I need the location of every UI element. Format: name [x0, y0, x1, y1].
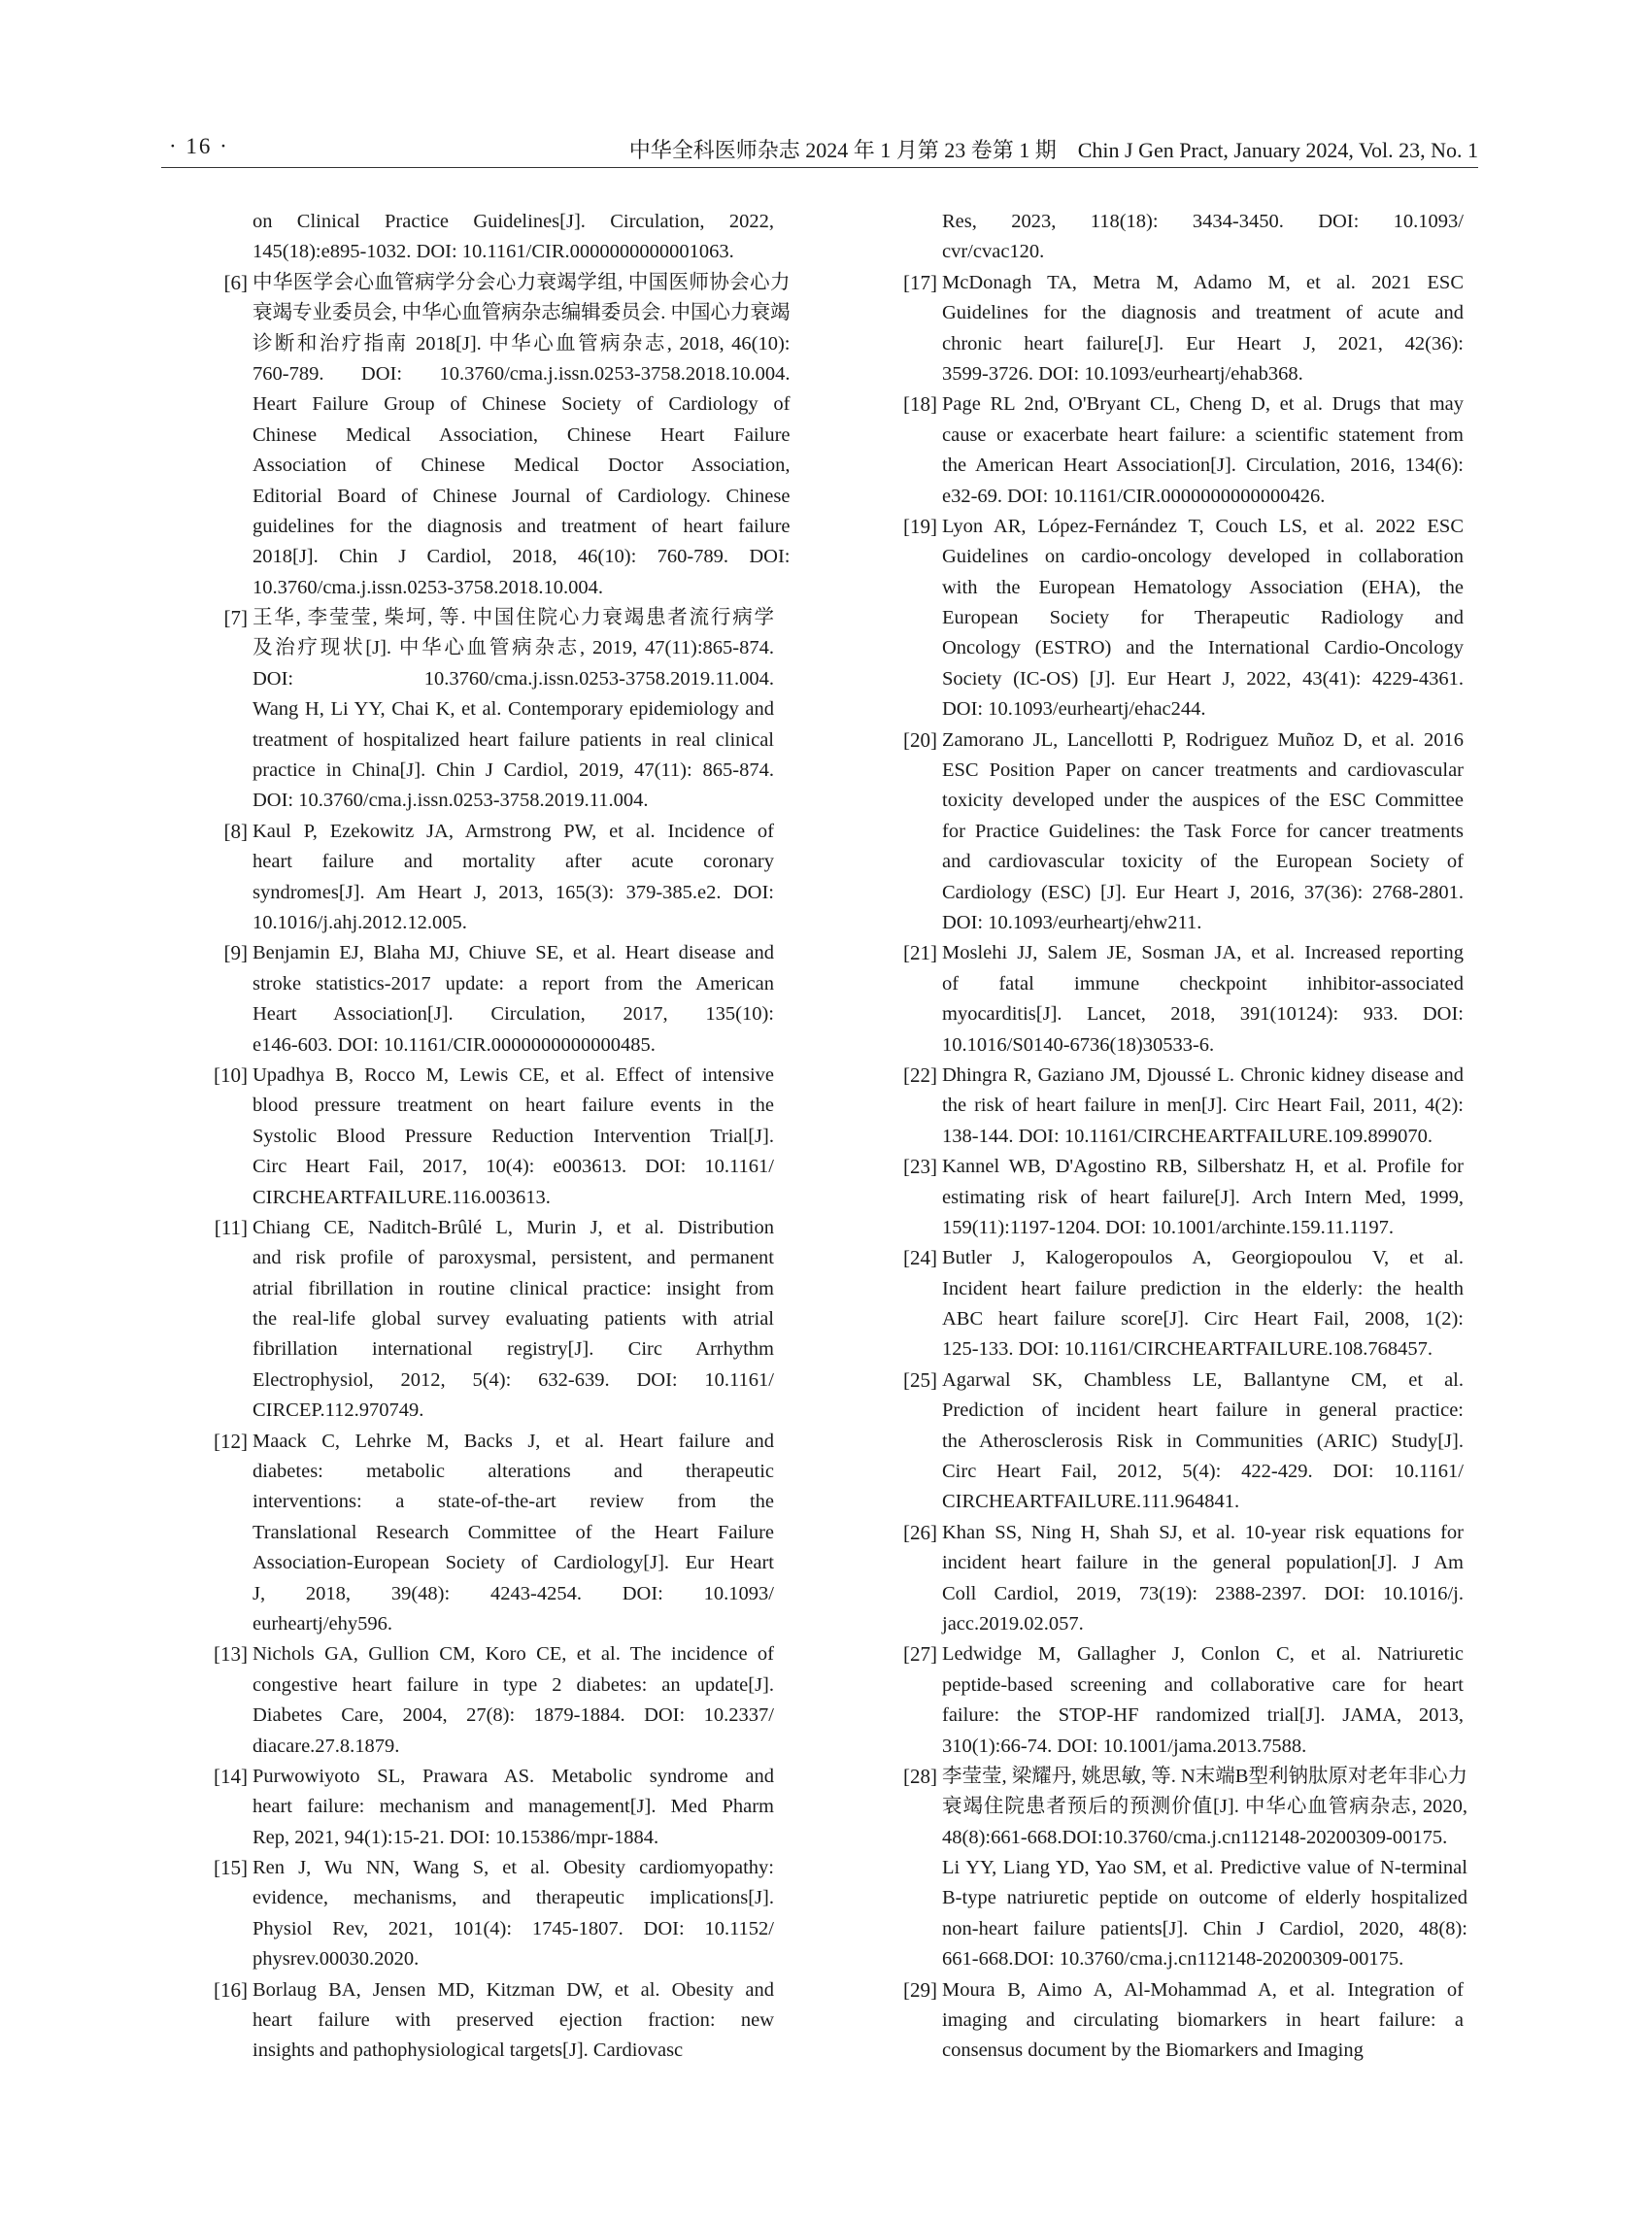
reference-line: with the European Hematology Association (EHA), the	[942, 576, 1464, 598]
reference-number: [6]	[223, 270, 248, 294]
reference-entry	[180, 207, 774, 268]
reference-line: jacc.2019.02.057.	[942, 1612, 1084, 1635]
reference-line: Borlaug BA, Jensen MD, Kitzman DW, et al. Obesity and	[253, 1978, 774, 2001]
reference-line: peptide-based screening and collaborative care for heart	[942, 1673, 1464, 1696]
reference-entry	[869, 207, 1464, 268]
reference-entry	[869, 1762, 1467, 1975]
reference-text	[942, 1639, 1464, 1762]
reference-text	[253, 938, 774, 1061]
reference-line: Li YY, Liang YD, Yao SM, et al. Predictive value of N-terminal	[942, 1857, 1467, 1879]
reference-entry	[180, 1762, 774, 1853]
reference-entry	[180, 1853, 774, 1975]
reference-line: Wang H, Li YY, Chai K, et al. Contemporary epidemiology and	[253, 698, 774, 721]
reference-line: Prediction of incident heart failure in general practice:	[942, 1399, 1464, 1422]
reference-line: chronic heart failure[J]. Eur Heart J, 2021, 42(36):	[942, 332, 1464, 354]
reference-entry	[869, 1975, 1464, 2067]
reference-line: Diabetes Care, 2004, 27(8): 1879-1884. DOI: 10.2337/	[253, 1704, 774, 1727]
reference-entry	[180, 1213, 774, 1427]
reference-number: [22]	[903, 1062, 937, 1087]
reference-entry	[869, 1243, 1464, 1365]
reference-line: Editorial Board of Chinese Journal of Cardiology. Chinese	[253, 485, 791, 507]
reference-line: e146-603. DOI: 10.1161/CIR.0000000000000485.	[253, 1033, 656, 1056]
reference-text	[942, 1975, 1464, 2067]
reference-line: Purwowiyoto SL, Prawara AS. Metabolic syndrome and	[253, 1765, 774, 1787]
reference-line: incident heart failure in the general population[J]. J Am	[942, 1552, 1464, 1574]
reference-line: Res, 2023, 118(18): 3434-3450. DOI: 10.1093/	[942, 211, 1464, 232]
reference-line: 2018[J]. Chin J Cardiol, 2018, 46(10): 760-789. DOI:	[253, 546, 791, 568]
reference-line: 10.1016/S0140-6736(18)30533-6.	[942, 1033, 1215, 1056]
reference-number: [28]	[903, 1764, 937, 1788]
reference-line: 310(1):66-74. DOI: 10.1001/jama.2013.7588.	[942, 1735, 1307, 1757]
reference-line: Nichols GA, Gullion CM, Koro CE, et al. The incidence of	[253, 1643, 774, 1666]
reference-line: 760-789. DOI: 10.3760/cma.j.issn.0253-3758.2018.10.004.	[253, 362, 791, 385]
reference-number: [20]	[903, 727, 937, 752]
reference-line: Moura B, Aimo A, Al-Mohammad A, et al. Integration of	[942, 1978, 1464, 2001]
reference-line: the American Heart Association[J]. Circulation, 2016, 134(6):	[942, 455, 1464, 477]
reference-column-left	[180, 207, 791, 2067]
reference-number: [11]	[214, 1215, 248, 1239]
reference-line: Khan SS, Ning H, Shah SJ, et al. 10-year risk equations for	[942, 1521, 1464, 1543]
reference-line: of fatal immune checkpoint inhibitor-associated	[942, 972, 1464, 995]
reference-line: 衰竭专业委员会, 中华心血管病杂志编辑委员会. 中国心力衰竭	[253, 302, 791, 324]
reference-line: practice in China[J]. Chin J Cardiol, 2019, 47(11): 865-874.	[253, 759, 774, 782]
reference-line: Kaul P, Ezekowitz JA, Armstrong PW, et al. Incidence of	[253, 820, 774, 842]
reference-line: Ren J, Wu NN, Wang S, et al. Obesity cardiomyopathy:	[253, 1857, 774, 1879]
reference-line: cvr/cvac120.	[942, 241, 1045, 263]
reference-line: CIRCEP.112.970749.	[253, 1399, 424, 1422]
reference-line: 159(11):1197-1204. DOI: 10.1001/archinte.159.11.1197.	[942, 1216, 1394, 1238]
reference-line: Chinese Medical Association, Chinese Heart Failure	[253, 423, 791, 446]
reference-line: Physiol Rev, 2021, 101(4): 1745-1807. DOI: 10.1152/	[253, 1917, 774, 1939]
reference-text	[942, 1365, 1464, 1518]
reference-line: 王华, 李莹莹, 柴坷, 等. 中国住院心力衰竭患者流行病学	[253, 607, 774, 629]
reference-line: 48(8):661-668.DOI:10.3760/cma.j.cn112148-20200309-00175.	[942, 1826, 1448, 1848]
reference-line: DOI: 10.1093/eurheartj/ehw211.	[942, 911, 1202, 933]
reference-number: [23]	[903, 1155, 937, 1179]
reference-text	[942, 725, 1464, 939]
reference-text	[942, 1243, 1464, 1365]
reference-line: 10.1016/j.ahj.2012.12.005.	[253, 911, 467, 933]
reference-entry	[869, 1152, 1464, 1243]
reference-line: Moslehi JJ, Salem JE, Sosman JA, et al. Increased reporting	[942, 942, 1464, 964]
reference-line: estimating risk of heart failure[J]. Arch Intern Med, 1999,	[942, 1186, 1464, 1208]
reference-text	[942, 268, 1464, 390]
reference-entry	[869, 1061, 1464, 1152]
reference-line: Association of Chinese Medical Doctor Association,	[253, 455, 791, 477]
reference-line: Ledwidge M, Gallagher J, Conlon C, et al. Natriuretic	[942, 1643, 1464, 1666]
reference-line: DOI: 10.3760/cma.j.issn.0253-3758.2019.11.004.	[253, 790, 649, 812]
reference-column-right	[869, 207, 1467, 2067]
reference-line: and cardiovascular toxicity of the European Society of	[942, 851, 1464, 873]
reference-number	[180, 207, 253, 268]
reference-text	[253, 1427, 774, 1640]
reference-line: Heart Failure Group of Chinese Society of Cardiology of	[253, 393, 791, 416]
reference-entry	[180, 603, 774, 817]
reference-line: non-heart failure patients[J]. Chin J Cardiol, 2020, 48(8):	[942, 1917, 1467, 1939]
reference-line: European Society for Therapeutic Radiology and	[942, 607, 1464, 629]
reference-line: e32-69. DOI: 10.1161/CIR.0000000000000426.	[942, 485, 1326, 507]
reference-line: Translational Research Committee of the Heart Failure	[253, 1521, 774, 1543]
reference-text	[253, 268, 791, 603]
reference-line: Lyon AR, López-Fernández T, Couch LS, et al. 2022 ESC	[942, 515, 1464, 537]
reference-text	[942, 1762, 1467, 1975]
reference-line: Systolic Blood Pressure Reduction Intervention Trial[J].	[253, 1125, 774, 1147]
reference-text	[253, 1853, 774, 1975]
reference-line: on Clinical Practice Guidelines[J]. Circulation, 2022,	[253, 211, 774, 232]
reference-line: insights and pathophysiological targets[J]. Cardiovasc	[253, 2040, 684, 2062]
reference-entry	[869, 1639, 1464, 1762]
reference-line: CIRCHEARTFAILURE.111.964841.	[942, 1491, 1240, 1513]
reference-text	[253, 1975, 774, 2067]
reference-text	[942, 1152, 1464, 1243]
reference-number: [13]	[214, 1642, 248, 1667]
reference-line: the Atherosclerosis Risk in Communities (ARIC) Study[J].	[942, 1430, 1464, 1452]
reference-line: Chiang CE, Naditch-Brûlé L, Murin J, et al. Distribution	[253, 1216, 774, 1238]
reference-line: imaging and circulating biomarkers in heart failure: a	[942, 2009, 1464, 2032]
reference-line: 李莹莹, 梁耀丹, 姚思敏, 等. N末端B型利钠肽原对老年非心力	[942, 1765, 1467, 1787]
reference-entry	[180, 1427, 774, 1640]
reference-line: interventions: a state-of-the-art review from the	[253, 1491, 774, 1513]
reference-line: Dhingra R, Gaziano JM, Djoussé L. Chronic kidney disease and	[942, 1063, 1464, 1086]
reference-line: Zamorano JL, Lancellotti P, Rodriguez Muñoz D, et al. 2016	[942, 728, 1464, 751]
reference-entry	[180, 938, 774, 1061]
reference-line: consensus document by the Biomarkers and Imaging	[942, 2040, 1364, 2062]
reference-line: and risk profile of paroxysmal, persistent, and permanent	[253, 1247, 774, 1269]
reference-line: the real-life global survey evaluating patients with atrial	[253, 1308, 774, 1331]
reference-line: toxicity developed under the auspices of the ESC Committee	[942, 790, 1464, 812]
reference-line: ABC heart failure score[J]. Circ Heart Fail, 2008, 1(2):	[942, 1308, 1464, 1331]
reference-line: 衰竭住院患者预后的预测价值[J]. 中华心血管病杂志, 2020,	[942, 1796, 1467, 1818]
reference-line: Association-European Society of Cardiology[J]. Eur Heart	[253, 1552, 774, 1574]
reference-line: DOI: 10.1093/eurheartj/ehac244.	[942, 698, 1206, 721]
reference-text	[942, 938, 1464, 1061]
reference-line: Page RL 2nd, O'Bryant CL, Cheng D, et al. Drugs that may	[942, 393, 1464, 416]
reference-line: Coll Cardiol, 2019, 73(19): 2388-2397. DOI: 10.1016/j.	[942, 1582, 1464, 1604]
reference-line: DOI: 10.3760/cma.j.issn.0253-3758.2019.11.004.	[253, 667, 774, 690]
reference-line: Upadhya B, Rocco M, Lewis CE, et al. Effect of intensive	[253, 1063, 774, 1086]
reference-line: CIRCHEARTFAILURE.116.003613.	[253, 1186, 551, 1208]
reference-line: guidelines for the diagnosis and treatment of heart failure	[253, 515, 791, 537]
reference-number: [27]	[903, 1642, 937, 1667]
reference-number	[869, 207, 942, 268]
reference-line: blood pressure treatment on heart failure events in the	[253, 1095, 774, 1117]
reference-line: diabetes: metabolic alterations and therapeutic	[253, 1461, 774, 1483]
reference-entry	[869, 938, 1464, 1061]
reference-number: [14]	[214, 1764, 248, 1788]
reference-line: B-type natriuretic peptide on outcome of elderly hospitalized	[942, 1887, 1467, 1909]
reference-number: [10]	[214, 1062, 248, 1087]
journal-citation-header: 中华全科医师杂志 2024 年 1 月第 23 卷第 1 期 Chin J Gen Pract, January 2024, Vol. 23, No. 1	[628, 138, 1478, 162]
reference-line: Benjamin EJ, Blaha MJ, Chiuve SE, et al. Heart disease and	[253, 942, 774, 964]
reference-entry	[869, 725, 1464, 939]
reference-entry	[180, 1975, 774, 2067]
reference-line: Circ Heart Fail, 2012, 5(4): 422-429. DOI: 10.1161/	[942, 1461, 1464, 1483]
reference-number: [24]	[903, 1246, 937, 1270]
reference-line: cause or exacerbate heart failure: a scientific statement from	[942, 423, 1464, 446]
reference-line: Agarwal SK, Chambless LE, Ballantyne CM, et al.	[942, 1368, 1464, 1391]
reference-line: Cardiology (ESC) [J]. Eur Heart J, 2016, 37(36): 2768-2801.	[942, 881, 1464, 903]
reference-entry	[869, 1365, 1464, 1518]
reference-number: [9]	[223, 941, 248, 965]
reference-line: the risk of heart failure in men[J]. Circ Heart Fail, 2011, 4(2):	[942, 1095, 1464, 1117]
reference-line: ESC Position Paper on cancer treatments and cardiovascular	[942, 759, 1464, 782]
reference-line: syndromes[J]. Am Heart J, 2013, 165(3): 379-385.e2. DOI:	[253, 881, 774, 903]
reference-line: Circ Heart Fail, 2017, 10(4): e003613. DOI: 10.1161/	[253, 1156, 774, 1178]
reference-text	[942, 207, 1464, 268]
reference-line: heart failure and mortality after acute coronary	[253, 851, 774, 873]
reference-line: myocarditis[J]. Lancet, 2018, 391(10124): 933. DOI:	[942, 1003, 1464, 1026]
reference-line: 661-668.DOI: 10.3760/cma.j.cn112148-20200309-00175.	[942, 1948, 1404, 1971]
reference-number: [29]	[903, 1977, 937, 2002]
reference-text	[942, 1518, 1464, 1640]
reference-text	[942, 1061, 1464, 1152]
reference-line: heart failure: mechanism and management[J]. Med Pharm	[253, 1796, 774, 1818]
reference-line: stroke statistics-2017 update: a report from the American	[253, 972, 774, 995]
reference-number: [12]	[214, 1429, 248, 1453]
reference-text	[253, 207, 774, 268]
reference-number: [21]	[903, 941, 937, 965]
reference-line: 中华医学会心血管病学分会心力衰竭学组, 中国医师协会心力	[253, 271, 791, 293]
reference-line: congestive heart failure in type 2 diabetes: an update[J].	[253, 1673, 774, 1696]
reference-line: Kannel WB, D'Agostino RB, Silbershatz H, et al. Profile for	[942, 1156, 1464, 1178]
reference-number: [15]	[214, 1856, 248, 1880]
reference-number: [8]	[223, 819, 248, 843]
reference-text	[942, 389, 1464, 512]
reference-line: McDonagh TA, Metra M, Adamo M, et al. 2021 ESC	[942, 271, 1464, 293]
reference-line: fibrillation international registry[J]. Circ Arrhythm	[253, 1338, 774, 1361]
reference-line: J, 2018, 39(48): 4243-4254. DOI: 10.1093/	[253, 1582, 774, 1604]
reference-number: [25]	[903, 1367, 937, 1392]
reference-line: Butler J, Kalogeropoulos A, Georgiopoulou V, et al.	[942, 1247, 1464, 1269]
reference-entry	[180, 817, 774, 939]
reference-number: [26]	[903, 1520, 937, 1544]
reference-number: [18]	[903, 392, 937, 417]
reference-line: treatment of hospitalized heart failure patients in real clinical	[253, 728, 774, 751]
reference-entry	[869, 512, 1464, 725]
page-number: · 16 ·	[169, 134, 229, 158]
reference-entry	[869, 268, 1464, 390]
reference-text	[253, 603, 774, 817]
reference-entry	[180, 268, 791, 603]
reference-entry	[869, 1518, 1464, 1640]
reference-line: eurheartj/ehy596.	[253, 1612, 393, 1635]
reference-line: 诊断和治疗指南 2018[J]. 中华心血管病杂志, 2018, 46(10):	[253, 332, 791, 354]
reference-line: 125-133. DOI: 10.1161/CIRCHEARTFAILURE.108.768457.	[942, 1338, 1433, 1361]
reference-line: evidence, mechanisms, and therapeutic implications[J].	[253, 1887, 774, 1909]
reference-text	[253, 1639, 774, 1762]
reference-line: heart failure with preserved ejection fraction: new	[253, 2009, 774, 2032]
reference-line: Heart Association[J]. Circulation, 2017, 135(10):	[253, 1003, 774, 1026]
reference-line: Electrophysiol, 2012, 5(4): 632-639. DOI: 10.1161/	[253, 1368, 774, 1391]
reference-number: [17]	[903, 270, 937, 294]
reference-text	[253, 817, 774, 939]
reference-line: diacare.27.8.1879.	[253, 1735, 400, 1757]
reference-text	[253, 1762, 774, 1853]
reference-text	[942, 512, 1464, 725]
reference-line: Maack C, Lehrke M, Backs J, et al. Heart failure and	[253, 1430, 774, 1452]
reference-line: Rep, 2021, 94(1):15-21. DOI: 10.15386/mpr-1884.	[253, 1826, 659, 1848]
reference-line: Society (IC-OS) [J]. Eur Heart J, 2022, 43(41): 4229-4361.	[942, 667, 1464, 690]
reference-text	[253, 1061, 774, 1213]
reference-line: 10.3760/cma.j.issn.0253-3758.2018.10.004.	[253, 576, 604, 598]
reference-entry	[180, 1061, 774, 1213]
reference-number: [7]	[223, 606, 248, 630]
reference-line: failure: the STOP-HF randomized trial[J]. JAMA, 2013,	[942, 1704, 1464, 1727]
reference-line: atrial fibrillation in routine clinical practice: insight from	[253, 1277, 774, 1299]
reference-line: 及治疗现状[J]. 中华心血管病杂志, 2019, 47(11):865-874.	[253, 637, 774, 659]
reference-entry	[180, 1639, 774, 1762]
reference-text	[253, 1213, 774, 1427]
reference-line: Guidelines on cardio-oncology developed in collaboration	[942, 546, 1464, 568]
reference-number: [19]	[903, 514, 937, 538]
reference-line: physrev.00030.2020.	[253, 1948, 420, 1971]
reference-entry	[869, 389, 1464, 512]
reference-line: for Practice Guidelines: the Task Force for cancer treatments	[942, 820, 1464, 842]
reference-number: [16]	[214, 1977, 248, 2002]
running-header	[161, 132, 1478, 168]
reference-line: Guidelines for the diagnosis and treatment of acute and	[942, 302, 1464, 324]
reference-line: Oncology (ESTRO) and the International Cardio-Oncology	[942, 637, 1464, 659]
reference-line: 145(18):e895-1032. DOI: 10.1161/CIR.0000000000001063.	[253, 241, 734, 263]
reference-line: 3599-3726. DOI: 10.1093/eurheartj/ehab368.	[942, 362, 1303, 385]
reference-line: Incident heart failure prediction in the elderly: the health	[942, 1277, 1464, 1299]
reference-line: 138-144. DOI: 10.1161/CIRCHEARTFAILURE.109.899070.	[942, 1125, 1433, 1147]
